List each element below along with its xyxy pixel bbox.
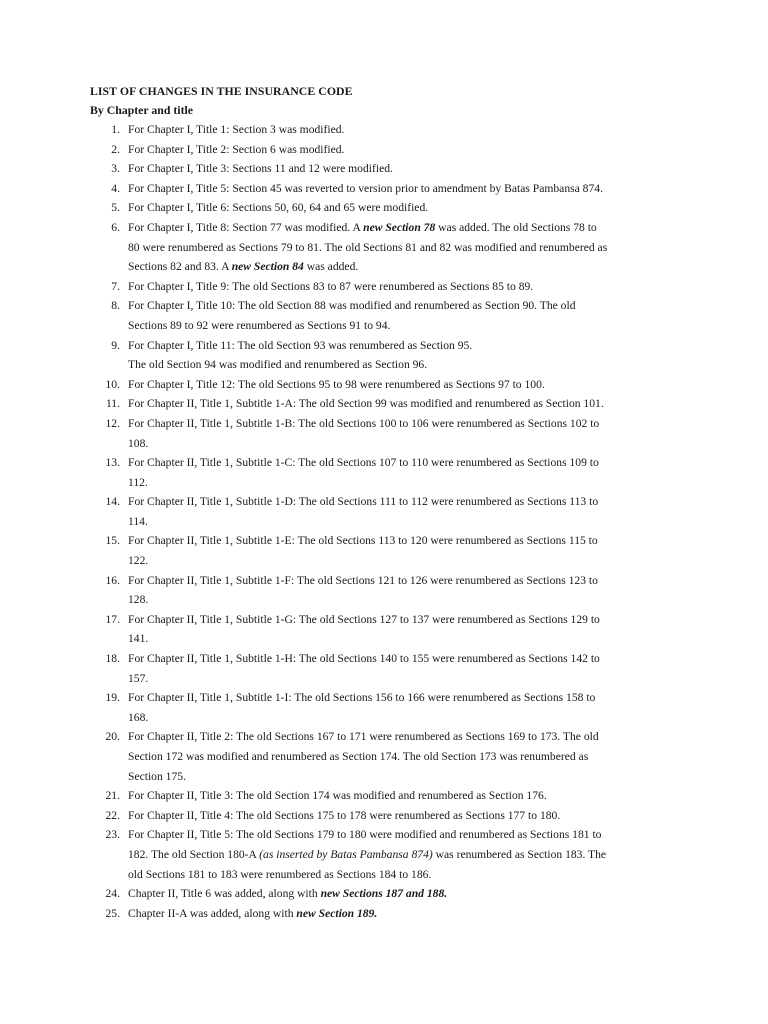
list-item: [0, 884, 688, 904]
emphasized-text: Section 45: [232, 181, 282, 195]
emphasized-text: new Section 189.: [296, 906, 378, 920]
text-run: were modified and renumbered as Sections 181 to: [366, 828, 602, 842]
list-item-number: 24.: [105, 887, 120, 901]
list-item-line: [128, 767, 688, 787]
list-item-number: 2.: [111, 142, 120, 156]
list-item-number: 9.: [111, 338, 120, 352]
list-item: [0, 414, 688, 453]
text-run: For Chapter I, Title 8:: [128, 220, 233, 234]
list-item: [0, 727, 688, 786]
emphasized-text: Section 6: [232, 142, 276, 156]
emphasized-text: old: [583, 730, 599, 744]
text-run: For Chapter I, Title 1:: [128, 123, 233, 136]
text-run: For Chapter II, Title 1, Subtitle 1-F: The old Sections 121 to 126 were renumbered as Sections 123 to: [128, 573, 598, 587]
list-item-line: [128, 806, 688, 826]
list-item: [0, 198, 688, 218]
changes-list: [0, 120, 768, 923]
text-run: Sections 89 to 92 were renumbered as Sections 91 to 94.: [128, 318, 391, 332]
emphasized-text: Sections 50, 60, 64 and 65: [232, 201, 356, 215]
list-item-number: 11.: [105, 397, 120, 411]
list-item-line: [128, 120, 688, 140]
list-item-number: 5.: [111, 201, 120, 215]
list-item-number: 14.: [105, 495, 120, 509]
list-item-line: [128, 512, 688, 532]
text-run: was added.: [303, 260, 359, 274]
text-run: old Sections 181 to 183 were renumbered as Sections 184 to 186.: [128, 867, 432, 881]
list-item-number: 21.: [105, 789, 120, 803]
list-item-line: [128, 355, 688, 375]
list-item: [0, 296, 688, 335]
text-run: For Chapter I, Title 10: The: [128, 299, 259, 313]
text-run: 122.: [128, 554, 149, 568]
list-item-line: [128, 198, 688, 218]
list-item-number: 15.: [105, 534, 120, 548]
list-item-line: [128, 551, 688, 571]
list-item-line: [128, 238, 688, 258]
emphasized-text: Section 3: [232, 123, 276, 136]
list-item-line: [128, 375, 688, 395]
list-item-line: [128, 688, 688, 708]
list-item-line: [128, 492, 688, 512]
list-item-number: 6.: [111, 220, 120, 234]
emphasized-text: old Sections 179 to 180: [256, 828, 367, 842]
document-title: LIST OF CHANGES IN THE INSURANCE CODE: [90, 84, 353, 98]
list-item-line: [128, 865, 688, 885]
list-item: [0, 336, 688, 375]
text-run: was modified and renumbered as Section 90. The old: [325, 299, 576, 313]
text-run: 141.: [128, 632, 149, 646]
list-item: [0, 571, 688, 610]
list-item-line: [128, 727, 688, 747]
text-run: 114.: [128, 514, 148, 528]
list-item-line: [128, 904, 688, 924]
list-item-line: [128, 747, 688, 767]
text-run: was modified and renumbered as: [451, 240, 608, 254]
text-run: 157.: [128, 671, 149, 685]
list-item-line: [128, 140, 688, 160]
emphasized-text: old Section 94: [148, 358, 216, 372]
list-item: [0, 394, 688, 414]
list-item-line: [128, 590, 688, 610]
text-run: For Chapter II, Title 1, Subtitle 1-D: The old Sections 111 to 112 were renumbered as Sections 113 to: [128, 495, 599, 509]
text-run: For Chapter I, Title 2:: [128, 142, 233, 156]
list-item: [0, 688, 688, 727]
list-item-line: [128, 159, 688, 179]
list-item-line: [128, 571, 688, 591]
text-run: were modified.: [355, 201, 429, 215]
text-run: Section 175.: [128, 769, 186, 783]
text-run: was modified and renumbered as Section 174. The old Section 173 was renumbered as: [183, 750, 589, 763]
list-item-number: 18.: [105, 652, 120, 666]
list-item-line: [128, 610, 688, 630]
text-run: 112.: [128, 475, 148, 489]
list-item-line: [128, 277, 688, 297]
list-item: [0, 218, 688, 277]
list-item: [0, 610, 688, 649]
list-item-line: [128, 473, 688, 493]
text-run: were modified.: [319, 162, 393, 176]
list-item-line: [128, 296, 688, 316]
text-run: 108.: [128, 436, 149, 450]
text-run: For Chapter II, Title 1, Subtitle 1-C: The old Sections 107 to 110 were renumbered as Sections 109 to: [128, 456, 599, 470]
list-item-line: [128, 394, 688, 414]
list-item: [0, 492, 688, 531]
emphasized-text: new Section 78: [363, 220, 436, 234]
text-run: was modified.: [275, 142, 345, 156]
text-run: For Chapter I, Title 12: The old Sections 95 to 98 were renumbered as Sections 97 to 100.: [128, 377, 545, 391]
list-item-line: [128, 179, 688, 199]
list-item: [0, 277, 688, 297]
list-item: [0, 806, 688, 826]
emphasized-text: new Sections 187 and 188.: [320, 887, 448, 901]
list-item-line: [128, 649, 688, 669]
text-run: was added, along with: [186, 906, 297, 920]
text-run: The: [128, 358, 149, 372]
text-run: Sections 82 and 83. A: [128, 260, 232, 274]
list-item-line: [128, 669, 688, 689]
text-run: For Chapter II, Title 5: The: [128, 828, 257, 842]
list-item-number: 19.: [105, 691, 120, 705]
list-item-number: 3.: [111, 162, 120, 176]
list-item-number: 22.: [105, 808, 120, 822]
text-run: was modified.: [275, 123, 345, 136]
list-item: [0, 825, 688, 884]
emphasized-text: Sections 11 and 12: [232, 162, 320, 176]
list-item: [0, 649, 688, 688]
list-item-line: [128, 453, 688, 473]
text-run: For Chapter II, Title 1, Subtitle 1-A: The: [128, 397, 320, 411]
text-run: was renumbered as Section 183. The: [432, 847, 607, 861]
text-run: For Chapter II, Title 1, Subtitle 1-H: The old Sections 140 to 155 were renumbered as Sections 142 to: [128, 652, 600, 666]
text-run: 168.: [128, 710, 149, 724]
list-item-number: 12.: [105, 416, 120, 430]
text-run: For Chapter I, Title 9: The old Sections 83 to 87 were renumbered as Sections 85 to 89.: [128, 279, 534, 293]
text-run: For Chapter I, Title 3:: [128, 162, 233, 176]
text-run: 182. The old Section 180-A: [128, 847, 260, 861]
list-item-line: [128, 825, 688, 845]
list-item-number: 17.: [105, 612, 120, 626]
text-run: For Chapter I, Title 11: The old Section 93 was renumbered as Section 95.: [128, 338, 473, 352]
list-item: [0, 453, 688, 492]
list-item: [0, 159, 688, 179]
list-item-line: [128, 414, 688, 434]
text-run: 128.: [128, 593, 149, 607]
emphasized-text: old Sections 81 and 82: [345, 240, 452, 254]
text-run: was modified. A: [281, 220, 364, 234]
list-item-number: 25.: [105, 906, 120, 920]
emphasized-text: Chapter II, Title 6: [128, 887, 212, 901]
text-run: was modified and renumbered as Section 176.: [329, 789, 547, 803]
list-item-line: [128, 218, 688, 238]
list-item-number: 20.: [105, 730, 120, 744]
emphasized-text: new Section 84: [231, 260, 304, 274]
text-run: For Chapter II, Title 1, Subtitle 1-E: The old Sections 113 to 120 were renumbered as Sections 115 to: [128, 534, 598, 548]
list-item-line: [128, 629, 688, 649]
text-run: For Chapter II, Title 1, Subtitle 1-I: The old Sections 156 to 166 were renumbered as Sections 158 to: [128, 691, 596, 705]
emphasized-text: Section 172: [128, 750, 184, 763]
list-item-number: 13.: [105, 456, 120, 470]
list-item: [0, 904, 688, 924]
text-run: For Chapter II, Title 2: The old Sections 167 to 171 were renumbered as Sections 169 to 173. The: [128, 730, 584, 744]
document-subtitle: By Chapter and title: [90, 103, 194, 117]
list-item-line: [128, 786, 688, 806]
list-item-number: 1.: [111, 123, 120, 136]
list-item-number: 16.: [105, 573, 120, 587]
list-item: [0, 140, 688, 160]
text-run: was added, along with: [211, 887, 321, 901]
list-item-number: 7.: [111, 279, 120, 293]
list-item-line: [128, 336, 688, 356]
list-item: [0, 786, 688, 806]
text-run: For Chapter I, Title 5:: [128, 181, 233, 195]
list-item-number: 4.: [111, 181, 120, 195]
text-run: For Chapter II, Title 3: The: [128, 789, 257, 803]
emphasized-text: old Section 99: [319, 397, 387, 411]
list-item-line: [128, 531, 688, 551]
emphasized-text: old Section 88: [258, 299, 326, 313]
list-item-number: 10.: [105, 377, 120, 391]
emphasized-text: Chapter II-A: [128, 906, 187, 920]
text-run: For Chapter II, Title 1, Subtitle 1-G: The old Sections 127 to 137 were renumbered as Sections 129 to: [128, 612, 600, 626]
list-item-number: 23.: [105, 828, 120, 842]
list-item-line: [128, 708, 688, 728]
emphasized-text: old Section 174: [256, 789, 330, 803]
emphasized-text: Section 77: [232, 220, 282, 234]
list-item-line: [128, 257, 688, 277]
list-item-line: [128, 884, 688, 904]
list-item-number: 8.: [111, 299, 120, 313]
text-run: was modified and renumbered as Section 101.: [386, 397, 604, 411]
list-item-line: [128, 434, 688, 454]
list-item-line: [128, 316, 688, 336]
list-item: [0, 375, 688, 395]
text-run: For Chapter I, Title 6:: [128, 201, 233, 215]
list-item-line: [128, 845, 688, 865]
text-run: For Chapter II, Title 1, Subtitle 1-B: The old Sections 100 to 106 were renumbered as Sections 102 to: [128, 416, 600, 430]
list-item: [0, 179, 688, 199]
list-item: [0, 120, 688, 140]
list-item: [0, 531, 688, 570]
emphasized-text: (as inserted by Batas Pambansa 874): [259, 847, 433, 861]
text-run: was modified and renumbered as Section 96.: [215, 358, 428, 372]
text-run: 80 were renumbered as Sections 79 to 81. The: [128, 240, 346, 254]
text-run: For Chapter II, Title 4: The old Sections 175 to 178 were renumbered as Sections 177 to 180.: [128, 808, 561, 822]
text-run: was reverted to version prior to amendment by Batas Pambansa 874.: [281, 181, 603, 195]
text-run: was added. The old Sections 78 to: [435, 220, 597, 234]
